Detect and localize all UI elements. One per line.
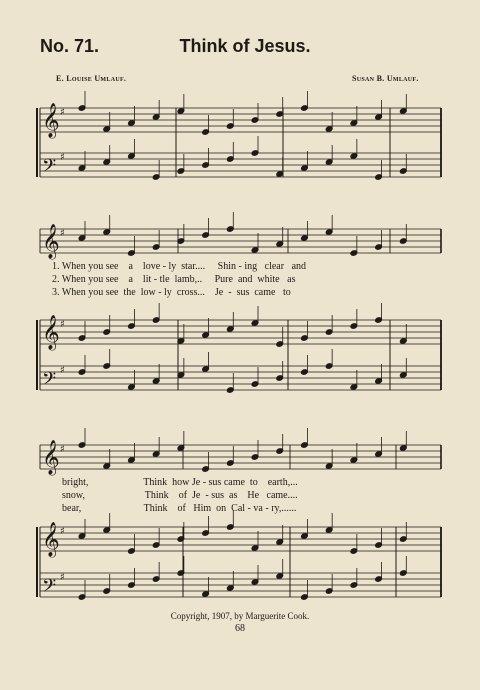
- treble-clef-icon: 𝄞: [42, 440, 60, 475]
- sharp-icon: ♯: [60, 444, 65, 455]
- treble-clef-icon: 𝄞: [42, 103, 60, 138]
- page-number: 68: [235, 623, 245, 634]
- hymn-title: Think of Jesus.: [179, 36, 311, 56]
- bass-clef-icon: 𝄢: [42, 156, 57, 181]
- author-credit: E. Louise Umlauf.: [56, 74, 127, 83]
- sharp-icon: ♯: [60, 319, 65, 330]
- lyric-line-1-3: 3. When you see the low - ly cross... Je - sus came to: [52, 287, 291, 298]
- lyric-line-1-1: 1. When you see a love - ly star.... Shin - ing clear and: [52, 261, 307, 272]
- sharp-icon: ♯: [60, 526, 65, 537]
- lyric-line-2-3: bear, Think of Him on Cal - va - ry,......: [62, 503, 297, 514]
- sharp-icon: ♯: [60, 107, 65, 118]
- copyright-notice: Copyright, 1907, by Marguerite Cook.: [170, 611, 310, 621]
- bass-clef-icon: 𝄢: [42, 576, 57, 601]
- treble-clef-icon: 𝄞: [42, 315, 60, 350]
- treble-clef-icon: 𝄞: [42, 522, 60, 557]
- lyric-line-2-2: snow, Think of Je - sus as He came....: [62, 490, 298, 501]
- sharp-icon: ♯: [60, 365, 65, 376]
- sharp-icon: ♯: [60, 152, 65, 163]
- composer-credit: Susan B. Umlauf.: [352, 74, 419, 83]
- hymn-number: No. 71.: [40, 36, 100, 56]
- lyric-line-1-2: 2. When you see a lit - tle lamb,.. Pure and white as: [52, 274, 296, 285]
- sharp-icon: ♯: [60, 572, 65, 583]
- sharp-icon: ♯: [60, 228, 65, 239]
- bass-clef-icon: 𝄢: [42, 369, 57, 394]
- treble-clef-icon: 𝄞: [42, 224, 60, 259]
- lyric-line-2-1: bright, Think how Je - sus came to earth,...: [62, 477, 298, 488]
